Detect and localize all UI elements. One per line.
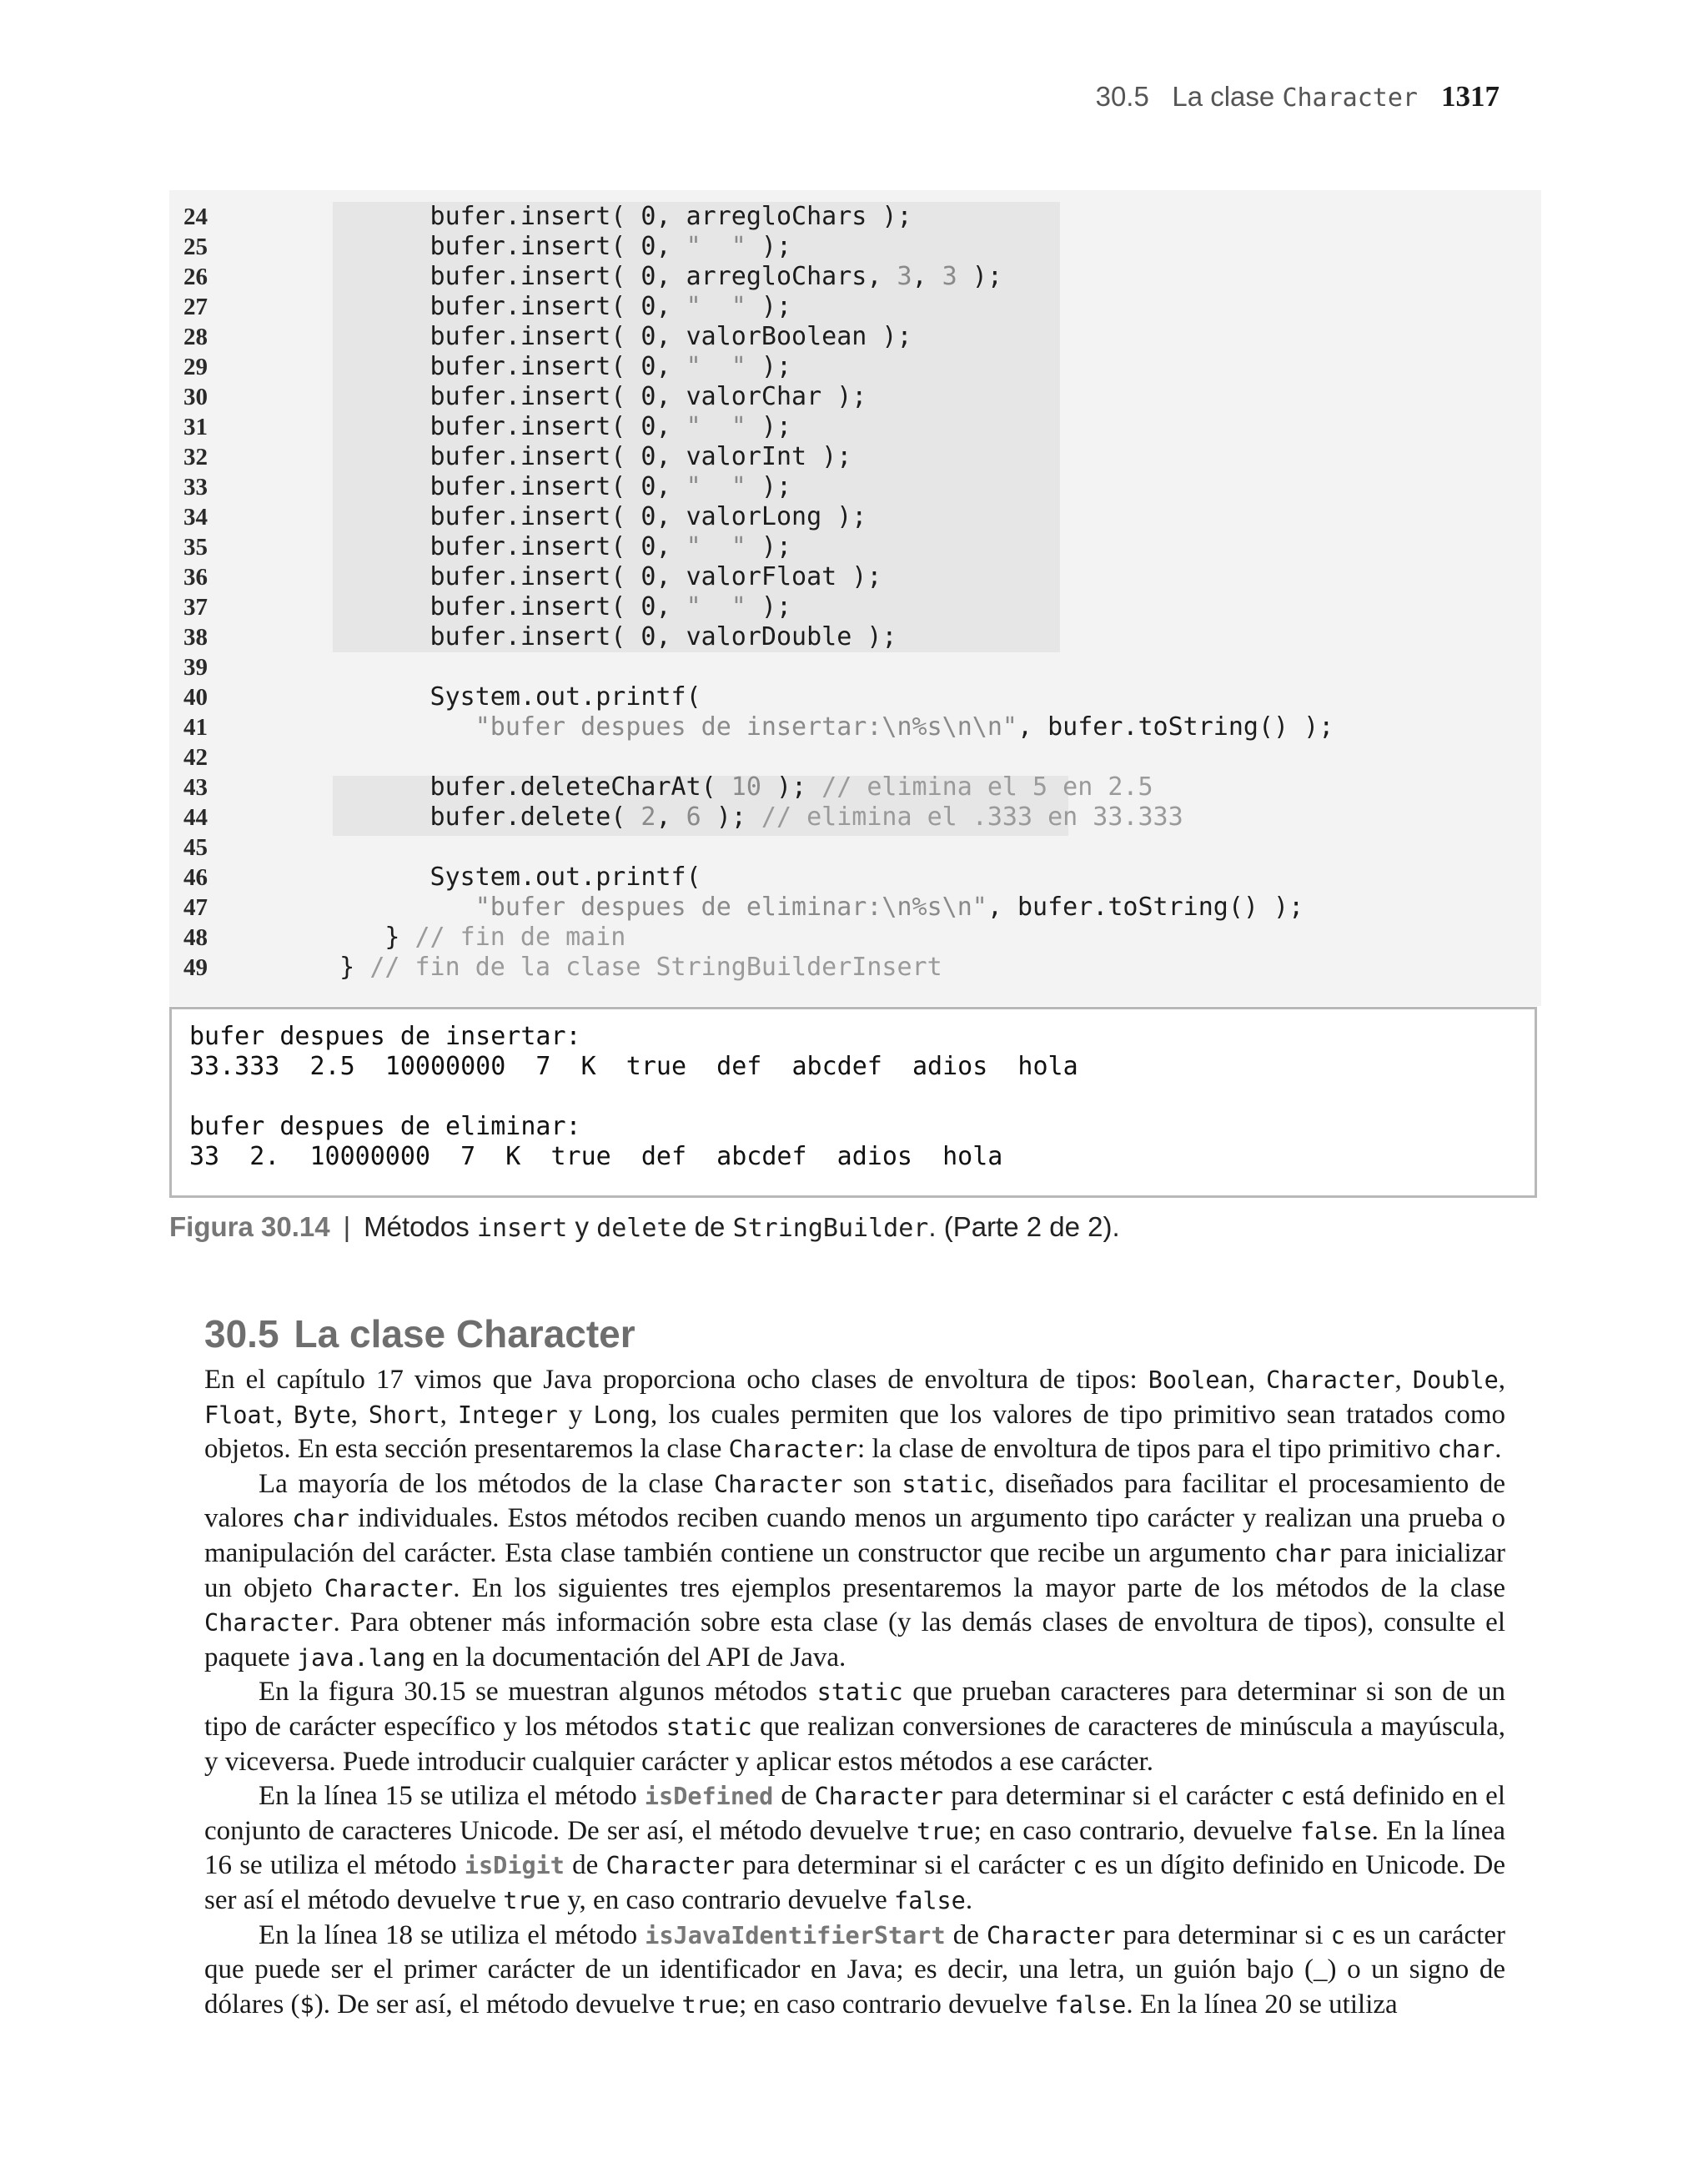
program-output — [169, 1007, 1537, 1198]
code-text: bufer.insert( 0, — [294, 292, 686, 321]
code-text: , — [912, 262, 942, 291]
paragraph: En el capítulo 17 vimos que Java proporciona ocho clases de envoltura de tipos: Boolean, Character, Double, Float, Byte, Short, Integer y Long, los cuales permiten que los valores de tipo primitivo sean tratados como objetos. En esta sección presentaremos la clase Character: la clase de envoltura de tipos para el tipo primitivo char. — [204, 1365, 1506, 1465]
code-line — [169, 652, 294, 682]
code-line — [169, 442, 851, 472]
code-text: ); — [701, 802, 761, 832]
line-number: 28 — [183, 324, 208, 350]
section-title-code: Character — [455, 1312, 635, 1356]
code-line — [169, 262, 1002, 292]
code-literal: 3 — [897, 262, 912, 291]
code-line — [169, 592, 791, 622]
code-line — [169, 893, 1304, 923]
line-number: 49 — [183, 954, 208, 981]
line-number: 31 — [183, 414, 208, 440]
code-line — [169, 322, 912, 352]
code-literal: "bufer despues de eliminar:\n%s\n" — [475, 893, 987, 922]
caption-text: de — [686, 1211, 733, 1242]
line-number: 44 — [183, 804, 208, 831]
inline-code: true — [681, 1990, 740, 2019]
code-text: bufer.insert( 0, — [294, 232, 686, 261]
code-text: bufer.insert( 0, — [294, 592, 686, 621]
inline-code: static — [816, 1678, 903, 1707]
line-number: 40 — [183, 684, 208, 711]
inline-code: false — [1299, 1817, 1372, 1845]
line-number: 29 — [183, 354, 208, 380]
inline-code: $ — [299, 1990, 314, 2019]
code-line — [169, 502, 867, 532]
line-number: 32 — [183, 444, 208, 470]
code-text: bufer.delete( — [294, 802, 641, 832]
code-literal: " " — [686, 292, 746, 321]
code-text: , — [656, 802, 686, 832]
inline-code: Character — [814, 1783, 944, 1811]
code-text: ); — [746, 232, 792, 261]
line-number: 27 — [183, 294, 208, 320]
code-text: bufer.insert( 0, — [294, 472, 686, 501]
code-line — [169, 802, 1183, 832]
line-number: 36 — [183, 564, 208, 591]
code-text: } — [294, 923, 415, 952]
page-number: 1317 — [1441, 80, 1500, 113]
inline-code: c — [1330, 1921, 1345, 1949]
line-number: 47 — [183, 894, 208, 921]
code-line — [169, 832, 294, 863]
line-number: 42 — [183, 744, 208, 771]
code-literal: " " — [686, 592, 746, 621]
inline-code: Short — [368, 1401, 440, 1429]
line-number: 38 — [183, 624, 208, 651]
code-text — [294, 893, 475, 922]
code-text: bufer.insert( 0, valorInt ); — [294, 442, 852, 471]
inline-code: false — [894, 1886, 966, 1914]
inline-code: char — [292, 1505, 349, 1533]
running-header — [1096, 80, 1500, 113]
code-literal: " " — [686, 232, 746, 261]
header-section-number: 30.5 — [1095, 81, 1149, 112]
section-title-text: La clase — [294, 1312, 446, 1356]
inline-code: Double — [1412, 1366, 1499, 1394]
inline-code: static — [666, 1713, 752, 1741]
output-line: bufer despues de insertar: — [189, 1022, 581, 1051]
code-line — [169, 622, 897, 652]
method-name: isDefined — [644, 1783, 774, 1811]
code-line — [169, 682, 701, 712]
output-line: 33.333 2.5 10000000 7 K true def abcdef adios hola — [189, 1052, 1078, 1081]
code-line — [169, 382, 867, 412]
inline-code: Character — [986, 1921, 1116, 1949]
code-text: bufer.insert( 0, — [294, 532, 686, 561]
caption-text: . (Parte 2 de 2). — [928, 1211, 1120, 1242]
code-text: bufer.deleteCharAt( — [294, 772, 731, 802]
inline-code: c — [1073, 1852, 1088, 1880]
code-line — [169, 953, 942, 983]
line-number: 43 — [183, 774, 208, 801]
code-text: bufer.insert( 0, valorBoolean ); — [294, 322, 912, 351]
line-number: 46 — [183, 864, 208, 891]
inline-code: java.lang — [296, 1643, 426, 1672]
code-comment: // elimina el 5 en 2.5 — [821, 772, 1153, 802]
code-text: ); — [746, 352, 792, 381]
paragraph: En la línea 18 se utiliza el método isJavaIdentifierStart de Character para determinar si c es un carácter que puede ser el primer carácter de un identificador en Java; es decir, una letra, un guión bajo (_) o un signo de dólares ($). De ser así, el método devuelve true; en caso contrario devuelve false. En la línea 20 se utiliza — [204, 1919, 1505, 2020]
code-literal: " " — [686, 532, 746, 561]
code-line — [169, 562, 882, 592]
figure-caption — [169, 1211, 1120, 1243]
code-text: bufer.insert( 0, arregloChars, — [294, 262, 897, 291]
code-listing — [169, 190, 1541, 1006]
code-text: bufer.insert( 0, valorLong ); — [294, 502, 867, 531]
code-text: ); — [746, 412, 792, 441]
paragraph: En la figura 30.15 se muestran algunos métodos static que prueban caracteres para determinar si son de un tipo de carácter específico y los métodos static que realizan conversiones de caracteres de minúscula a mayúscula, y viceversa. Puede introducir cualquier carácter y aplicar estos métodos a ese carácter. — [204, 1677, 1505, 1777]
inline-code: Character — [728, 1436, 858, 1464]
output-line: 33 2. 10000000 7 K true def abcdef adios hola — [189, 1142, 1003, 1171]
inline-code: Byte — [294, 1401, 351, 1429]
code-line — [169, 712, 1334, 742]
inline-code: false — [1054, 1990, 1127, 2019]
code-text: ); — [957, 262, 1002, 291]
header-title-code: Character — [1282, 83, 1418, 113]
inline-code: Character — [605, 1852, 735, 1880]
line-number: 39 — [183, 654, 208, 681]
code-literal: " " — [686, 472, 746, 501]
code-line — [169, 292, 791, 322]
code-text: bufer.insert( 0, — [294, 352, 686, 381]
line-number: 35 — [183, 534, 208, 561]
code-comment: // fin de la clase StringBuilderInsert — [369, 953, 942, 982]
line-number: 48 — [183, 924, 208, 951]
inline-code: Character — [1266, 1366, 1395, 1394]
caption-code: insert — [476, 1214, 568, 1243]
code-text: System.out.printf( — [294, 863, 701, 892]
code-literal: 6 — [686, 802, 701, 832]
code-line — [169, 772, 1153, 802]
inline-code: static — [902, 1470, 988, 1498]
code-literal: " " — [686, 412, 746, 441]
code-text: bufer.insert( 0, valorChar ); — [294, 382, 867, 411]
line-number: 45 — [183, 834, 208, 861]
code-literal: 3 — [942, 262, 957, 291]
body-text — [204, 1363, 1505, 2022]
code-text: ); — [746, 592, 792, 621]
header-title-text: La clase — [1172, 81, 1275, 112]
code-text: System.out.printf( — [294, 682, 701, 712]
line-number: 24 — [183, 204, 208, 230]
inline-code: char — [1437, 1436, 1495, 1464]
line-number: 41 — [183, 714, 208, 741]
inline-code: c — [1280, 1783, 1295, 1811]
section-number: 30.5 — [204, 1312, 279, 1356]
caption-text: y — [567, 1211, 597, 1242]
inline-code: true — [503, 1886, 560, 1914]
inline-code: Character — [204, 1609, 334, 1637]
paragraph: En la línea 15 se utiliza el método isDefined de Character para determinar si el carácter c está definido en el conjunto de caracteres Unicode. De ser así, el método devuelve true; en caso contrario, devuelve false. En la línea 16 se utiliza el método isDigit de Character para determinar si el carácter c es un dígito definido en Unicode. De ser así el método devuelve true y, en caso contrario devuelve false. — [204, 1781, 1506, 1915]
code-text: , bufer.toString() ); — [1017, 712, 1334, 742]
code-line — [169, 352, 791, 382]
code-text: bufer.insert( 0, arregloChars ); — [294, 202, 912, 231]
inline-code: Character — [324, 1574, 454, 1602]
code-literal: 10 — [731, 772, 761, 802]
code-line — [169, 472, 791, 502]
inline-code: Integer — [457, 1401, 558, 1429]
code-text: ); — [746, 532, 792, 561]
code-literal: 2 — [640, 802, 656, 832]
section-heading — [204, 1311, 635, 1356]
code-text: ); — [761, 772, 822, 802]
caption-text: Métodos — [364, 1211, 477, 1242]
caption-code: delete — [596, 1214, 687, 1243]
line-number: 26 — [183, 264, 208, 290]
code-line — [169, 232, 791, 262]
code-text: ); — [746, 472, 792, 501]
line-number: 37 — [183, 594, 208, 621]
inline-code: Boolean — [1148, 1366, 1248, 1394]
code-comment: // fin de main — [414, 923, 626, 952]
output-line: bufer despues de eliminar: — [189, 1112, 581, 1141]
code-line — [169, 202, 912, 232]
inline-code: Long — [593, 1401, 651, 1429]
code-text: bufer.insert( 0, — [294, 412, 686, 441]
line-number: 30 — [183, 384, 208, 410]
paragraph: La mayoría de los métodos de la clase Character son static, diseñados para facilitar el procesamiento de valores char individuales. Estos métodos reciben cuando menos un argumento tipo carácter y realizan una prueba o manipulación del carácter. Esta clase también contiene un constructor que recibe un argumento char para inicializar un objeto Character. En los siguientes tres ejemplos presentaremos la mayor parte de los métodos de la clase Character. Para obtener más información sobre esta clase (y las demás clases de envoltura de tipos), consulte el paquete java.lang en la documentación del API de Java. — [204, 1468, 1506, 1672]
line-number: 34 — [183, 504, 208, 531]
line-number: 33 — [183, 474, 208, 500]
code-line — [169, 863, 701, 893]
code-line — [169, 532, 791, 562]
code-text — [294, 712, 475, 742]
code-text: } — [294, 953, 370, 982]
figure-label: Figura 30.14 — [169, 1211, 330, 1242]
code-comment: // elimina el .333 en 33.333 — [761, 802, 1183, 832]
method-name: isJavaIdentifierStart — [645, 1921, 946, 1949]
inline-code: Float — [204, 1401, 276, 1429]
code-text: bufer.insert( 0, valorDouble ); — [294, 622, 897, 651]
caption-code: StringBuilder — [732, 1214, 929, 1243]
code-line — [169, 923, 625, 953]
method-name: isDigit — [464, 1852, 565, 1880]
code-line — [169, 742, 294, 772]
code-line — [169, 412, 791, 442]
caption-separator: | — [343, 1211, 351, 1242]
inline-code: Character — [713, 1470, 843, 1498]
inline-code: true — [916, 1817, 974, 1845]
code-literal: "bufer despues de insertar:\n%s\n\n" — [475, 712, 1017, 742]
code-literal: " " — [686, 352, 746, 381]
code-text: , bufer.toString() ); — [987, 893, 1304, 922]
inline-code: char — [1273, 1539, 1332, 1567]
line-number: 25 — [183, 234, 208, 260]
code-text: ); — [746, 292, 792, 321]
code-text: bufer.insert( 0, valorFloat ); — [294, 562, 882, 591]
